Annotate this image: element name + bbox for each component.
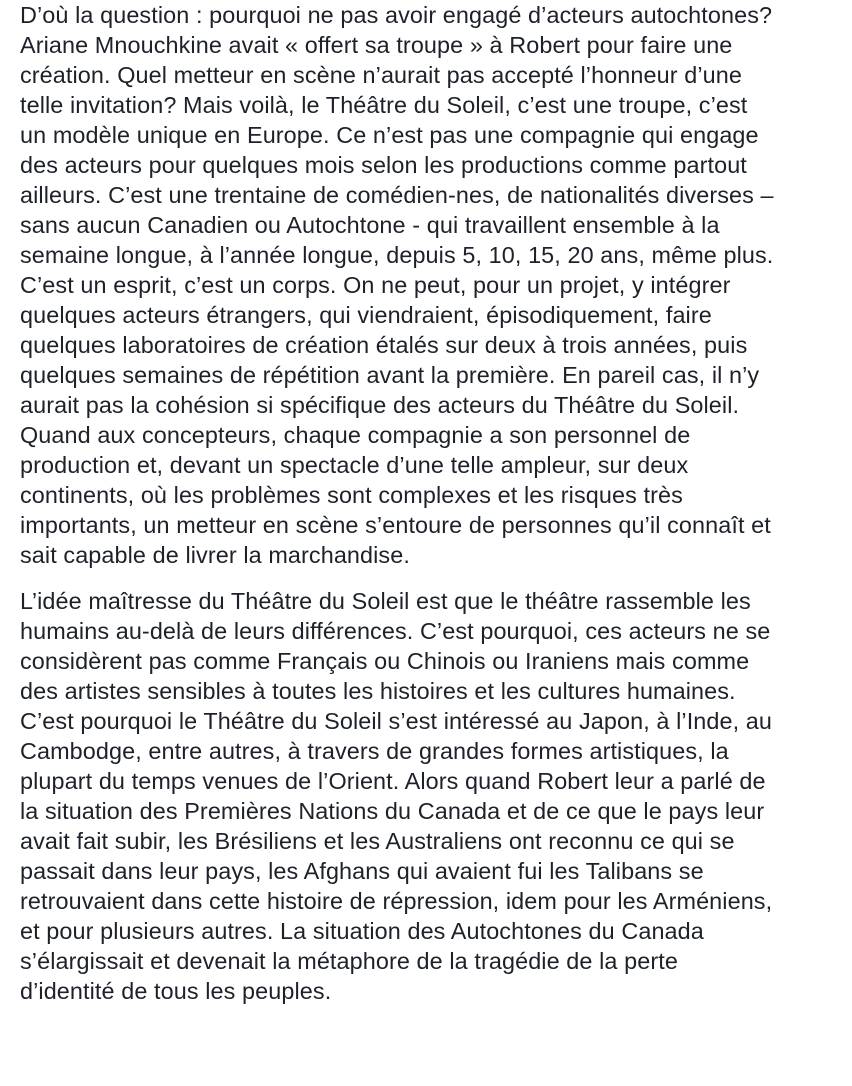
text-line: telle invitation? Mais voilà, le Théâtre du Soleil, c’est une troupe, c’est bbox=[20, 92, 748, 118]
paragraph-1 bbox=[20, 0, 850, 570]
text-line: quelques acteurs étrangers, qui viendraient, épisodiquement, faire bbox=[20, 302, 712, 328]
paragraph-2 bbox=[20, 586, 850, 1006]
paragraph-spacer bbox=[20, 570, 850, 586]
text-line: importants, un metteur en scène s’entoure de personnes qu’il connaît et bbox=[20, 512, 771, 538]
text-line: continents, où les problèmes sont complexes et les risques très bbox=[20, 482, 683, 508]
text-line: et pour plusieurs autres. La situation des Autochtones du Canada bbox=[20, 918, 704, 944]
text-line: s’élargissait et devenait la métaphore de la tragédie de la perte bbox=[20, 948, 678, 974]
text-line: semaine longue, à l’année longue, depuis 5, 10, 15, 20 ans, même plus. bbox=[20, 242, 774, 268]
text-line: un modèle unique en Europe. Ce n’est pas une compagnie qui engage bbox=[20, 122, 759, 148]
text-line: C’est un esprit, c’est un corps. On ne peut, pour un projet, y intégrer bbox=[20, 272, 731, 298]
text-line: considèrent pas comme Français ou Chinois ou Iraniens mais comme bbox=[20, 648, 750, 674]
text-line: Quand aux concepteurs, chaque compagnie a son personnel de bbox=[20, 422, 691, 448]
post-body bbox=[20, 0, 850, 1006]
text-line: quelques semaines de répétition avant la première. En pareil cas, il n’y bbox=[20, 362, 760, 388]
text-line: des artistes sensibles à toutes les histoires et les cultures humaines. bbox=[20, 678, 736, 704]
text-line: création. Quel metteur en scène n’aurait pas accepté l’honneur d’une bbox=[20, 62, 742, 88]
text-line: avait fait subir, les Brésiliens et les Australiens ont reconnu ce qui se bbox=[20, 828, 735, 854]
text-line: D’où la question : pourquoi ne pas avoir engagé d’acteurs autochtones? bbox=[20, 2, 773, 28]
text-line: quelques laboratoires de création étalés sur deux à trois années, puis bbox=[20, 332, 748, 358]
text-line: aurait pas la cohésion si spécifique des acteurs du Théâtre du Soleil. bbox=[20, 392, 740, 418]
text-line: Ariane Mnouchkine avait « offert sa troupe » à Robert pour faire une bbox=[20, 32, 733, 58]
text-line: L’idée maîtresse du Théâtre du Soleil est que le théâtre rassemble les bbox=[20, 588, 751, 614]
text-line: C’est pourquoi le Théâtre du Soleil s’est intéressé au Japon, à l’Inde, au bbox=[20, 708, 773, 734]
text-line: Cambodge, entre autres, à travers de grandes formes artistiques, la bbox=[20, 738, 729, 764]
text-line: la situation des Premières Nations du Canada et de ce que le pays leur bbox=[20, 798, 765, 824]
text-line: retrouvaient dans cette histoire de répression, idem pour les Arméniens, bbox=[20, 888, 773, 914]
text-line: plupart du temps venues de l’Orient. Alors quand Robert leur a parlé de bbox=[20, 768, 766, 794]
text-line: production et, devant un spectacle d’une telle ampleur, sur deux bbox=[20, 452, 689, 478]
text-line: des acteurs pour quelques mois selon les productions comme partout bbox=[20, 152, 747, 178]
text-line: sait capable de livrer la marchandise. bbox=[20, 542, 410, 568]
text-line: sans aucun Canadien ou Autochtone - qui travaillent ensemble à la bbox=[20, 212, 720, 238]
text-line: d’identité de tous les peuples. bbox=[20, 978, 332, 1004]
text-line: ailleurs. C’est une trentaine de comédien-nes, de nationalités diverses – bbox=[20, 182, 774, 208]
text-line: passait dans leur pays, les Afghans qui avaient fui les Talibans se bbox=[20, 858, 704, 884]
text-line: humains au-delà de leurs différences. C’est pourquoi, ces acteurs ne se bbox=[20, 618, 771, 644]
